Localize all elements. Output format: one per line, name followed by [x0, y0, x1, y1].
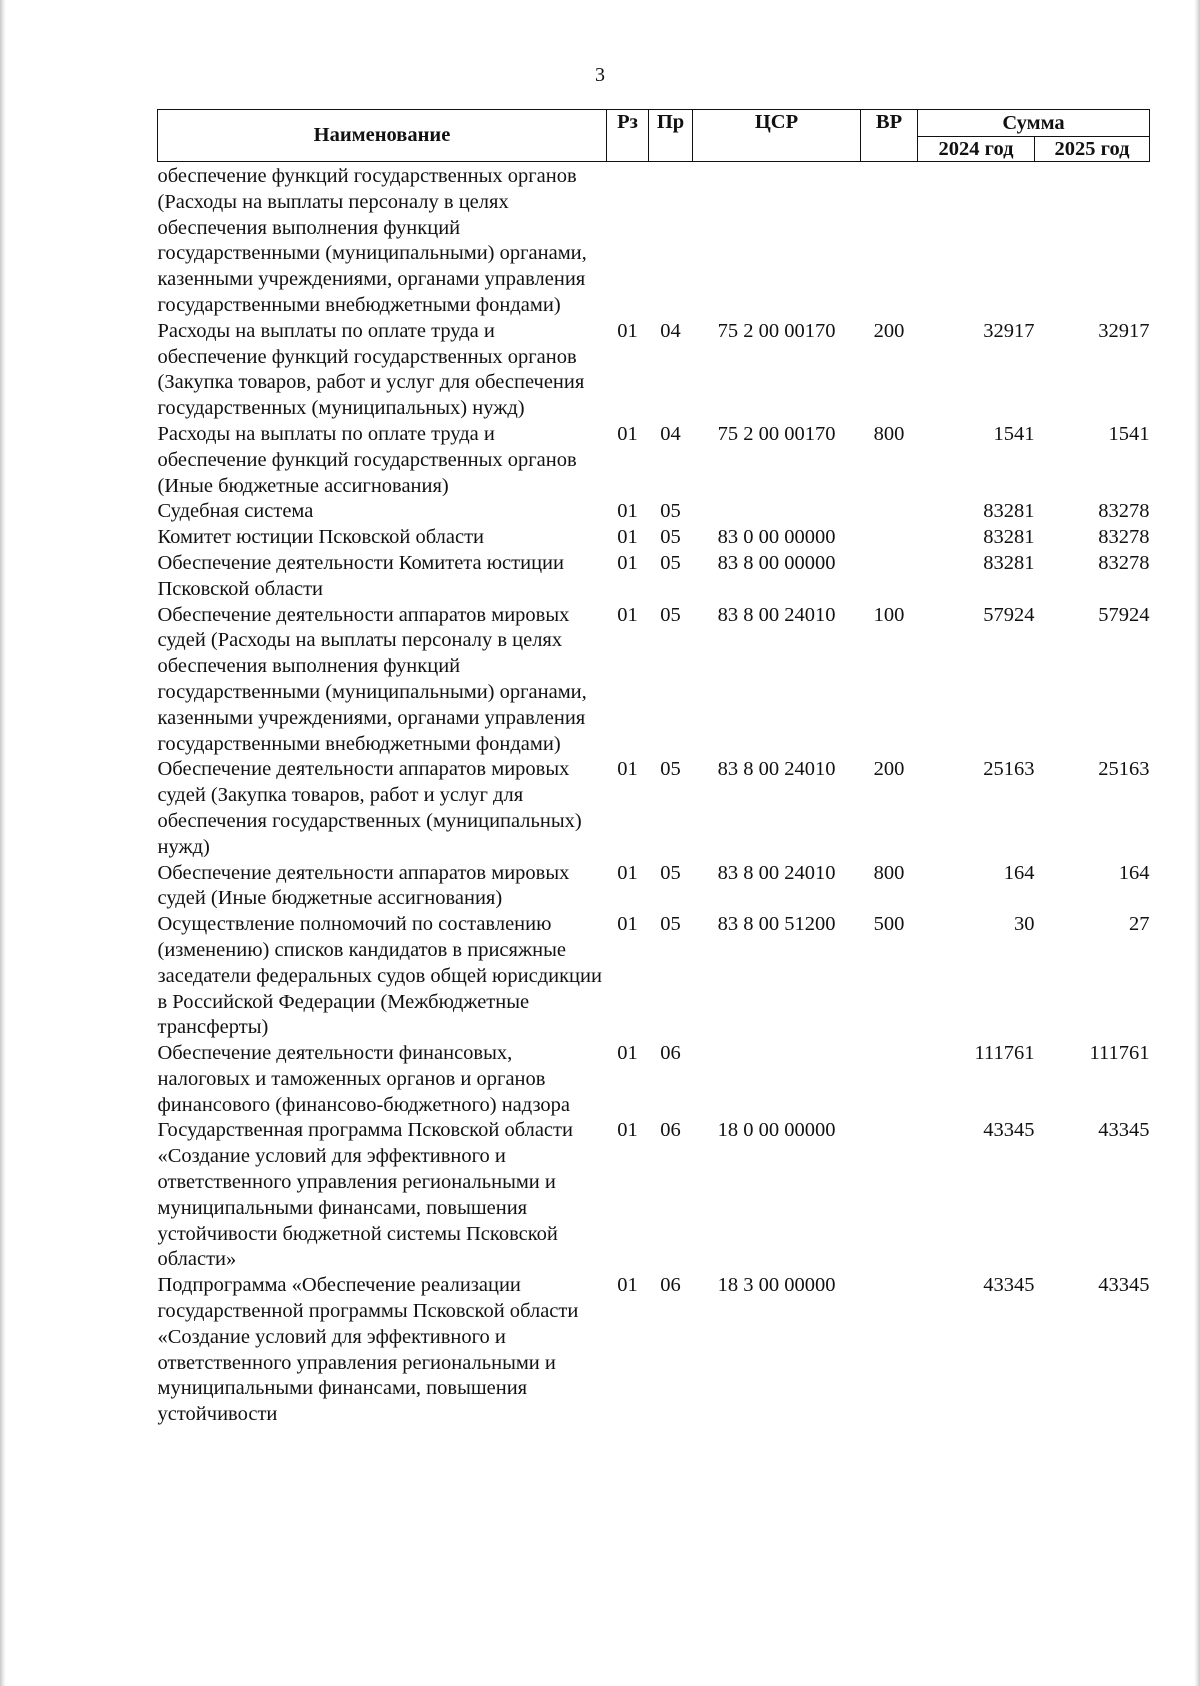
cell-vr: 800: [873, 422, 905, 445]
cell-rz: 01: [617, 603, 638, 626]
cell-sum-2025: 83278: [1098, 526, 1150, 549]
cell-pr: 04: [660, 319, 681, 342]
cell-sum-2024: 164: [1003, 861, 1035, 884]
cell-csr: [693, 162, 861, 319]
cell-name: Обеспечение деятельности аппаратов мировых судей (Расходы на выплаты персоналу в целях обеспечения выполнения функций государственными (муниципальными) органами, казенными учреждениями, органами управления государственными внебюджетными фондами): [157, 603, 587, 755]
cell-name: Расходы на выплаты по оплате труда и обеспечение функций государственных органов (Иные бюджетные ассигнования): [157, 422, 577, 497]
table-row: [158, 499, 1150, 525]
cell-csr: 83 8 00 24010: [717, 603, 836, 626]
cell-name: обеспечение функций государственных органов (Расходы на выплаты персоналу в целях обеспечения выполнения функций государственными (муниципальными) органами, казенными учреждениями, органами управления государственными внебюджетными фондами): [157, 165, 587, 316]
cell-vr: 200: [873, 319, 905, 342]
table-row: [158, 525, 1150, 551]
cell-name: Обеспечение деятельности аппаратов мировых судей (Закупка товаров, работ и услуг для обеспечения государственных (муниципальных) нужд): [157, 758, 582, 858]
header-rz: Рз: [607, 110, 649, 162]
header-pr: Пр: [649, 110, 693, 162]
header-year-2025: 2025 год: [1035, 137, 1150, 162]
cell-vr: [861, 551, 918, 603]
cell-sum-2025: 1541: [1108, 422, 1150, 445]
cell-pr: 05: [660, 526, 681, 549]
header-name: Наименование: [158, 110, 607, 162]
cell-name: Комитет юстиции Псковской области: [157, 526, 484, 549]
cell-sum-2024: 111761: [974, 1042, 1035, 1065]
scan-edge-right: [1194, 0, 1200, 1686]
cell-csr: 75 2 00 00170: [717, 319, 836, 342]
cell-vr: 200: [873, 758, 905, 781]
cell-vr: [861, 1041, 918, 1118]
cell-name: Обеспечение деятельности аппаратов мировых судей (Иные бюджетные ассигнования): [157, 861, 570, 910]
cell-pr: 06: [660, 1042, 681, 1065]
cell-rz: 01: [617, 526, 638, 549]
cell-name: Подпрограмма «Обеспечение реализации государственной программы Псковской области «Создание условий для эффективного и ответственного управления региональными и муниципальными финансами, повышения устойчивости: [157, 1274, 579, 1426]
cell-sum-2024: 43345: [983, 1274, 1035, 1297]
cell-rz: 01: [617, 758, 638, 781]
cell-csr: 18 0 00 00000: [717, 1119, 836, 1142]
cell-pr: 05: [660, 603, 681, 626]
cell-sum-2024: 1541: [993, 422, 1035, 445]
cell-vr: [861, 162, 918, 319]
table-row: [158, 1118, 1150, 1273]
cell-vr: [861, 499, 918, 525]
table-row: [158, 551, 1150, 603]
cell-rz: [607, 162, 649, 319]
cell-vr: 800: [873, 861, 905, 884]
cell-rz: 01: [617, 1119, 638, 1142]
cell-sum-2025: 43345: [1098, 1119, 1150, 1142]
cell-rz: 01: [617, 500, 638, 523]
cell-sum-2024: 83281: [983, 500, 1035, 523]
cell-vr: [861, 525, 918, 551]
table-row: [158, 1041, 1150, 1118]
header-year-2024: 2024 год: [918, 137, 1035, 162]
cell-csr: 83 8 00 00000: [717, 551, 836, 574]
cell-csr: 83 8 00 51200: [717, 913, 836, 936]
cell-vr: 500: [873, 913, 905, 936]
cell-csr: [693, 499, 861, 525]
table-row: [158, 319, 1150, 422]
cell-sum-2025: 32917: [1098, 319, 1150, 342]
budget-table: [157, 109, 1150, 1428]
cell-rz: 01: [617, 551, 638, 574]
cell-rz: 01: [617, 1042, 638, 1065]
cell-name: Обеспечение деятельности финансовых, налоговых и таможенных органов и органов финансового (финансово-бюджетного) надзора: [157, 1042, 571, 1116]
table-body: [158, 162, 1150, 1429]
cell-sum-2025: 43345: [1098, 1274, 1150, 1297]
cell-rz: 01: [617, 861, 638, 884]
table-row: [158, 1273, 1150, 1428]
cell-name: Судебная система: [157, 500, 314, 523]
cell-csr: 18 3 00 00000: [717, 1274, 836, 1297]
cell-pr: 06: [660, 1119, 681, 1142]
header-vr: ВР: [861, 110, 918, 162]
cell-csr: 75 2 00 00170: [717, 422, 836, 445]
cell-pr: 05: [660, 551, 681, 574]
cell-sum-2025: [1035, 162, 1150, 319]
cell-sum-2025: 27: [1129, 913, 1150, 936]
cell-sum-2024: 25163: [983, 758, 1035, 781]
cell-sum-2025: 83278: [1098, 551, 1150, 574]
cell-csr: 83 8 00 24010: [717, 861, 836, 884]
cell-name: Государственная программа Псковской области «Создание условий для эффективного и ответственного управления региональными и муниципальными финансами, повышения устойчивости бюджетной системы Псковской области»: [157, 1119, 573, 1271]
table-row: [158, 603, 1150, 758]
cell-pr: 05: [660, 500, 681, 523]
table-header: [158, 110, 1150, 162]
cell-sum-2024: 43345: [983, 1119, 1035, 1142]
cell-csr: 83 8 00 24010: [717, 758, 836, 781]
cell-sum-2024: 83281: [983, 526, 1035, 549]
header-csr: ЦСР: [693, 110, 861, 162]
cell-sum-2025: 57924: [1098, 603, 1150, 626]
cell-sum-2025: 111761: [1089, 1042, 1150, 1065]
cell-sum-2025: 164: [1118, 861, 1150, 884]
cell-name: Осуществление полномочий по составлению (изменению) списков кандидатов в присяжные заседатели федеральных судов общей юрисдикции в Российской Федерации (Межбюджетные трансферты): [157, 913, 602, 1039]
cell-vr: [861, 1118, 918, 1273]
cell-pr: 06: [660, 1274, 681, 1297]
table-row: [158, 912, 1150, 1041]
cell-vr: 100: [873, 603, 905, 626]
cell-pr: [649, 162, 693, 319]
cell-csr: [693, 1041, 861, 1118]
cell-sum-2025: 25163: [1098, 758, 1150, 781]
table-row: [158, 757, 1150, 860]
cell-rz: 01: [617, 1274, 638, 1297]
cell-sum-2024: 57924: [983, 603, 1035, 626]
header-sum: Сумма: [918, 110, 1150, 137]
cell-pr: 05: [660, 758, 681, 781]
table-row: [158, 162, 1150, 319]
table-row: [158, 861, 1150, 913]
table-row: [158, 422, 1150, 499]
cell-pr: 05: [660, 861, 681, 884]
cell-csr: 83 0 00 00000: [717, 526, 836, 549]
cell-sum-2024: 83281: [983, 551, 1035, 574]
cell-pr: 05: [660, 913, 681, 936]
cell-rz: 01: [617, 422, 638, 445]
cell-sum-2024: 32917: [983, 319, 1035, 342]
cell-rz: 01: [617, 319, 638, 342]
cell-pr: 04: [660, 422, 681, 445]
cell-sum-2024: 30: [1014, 913, 1035, 936]
cell-sum-2025: 83278: [1098, 500, 1150, 523]
cell-name: Расходы на выплаты по оплате труда и обеспечение функций государственных органов (Закупка товаров, работ и услуг для обеспечения государственных (муниципальных) нужд): [157, 319, 585, 420]
cell-vr: [861, 1273, 918, 1428]
scan-edge-left: [0, 0, 6, 1686]
cell-name: Обеспечение деятельности Комитета юстиции Псковской области: [157, 551, 564, 600]
cell-sum-2024: [918, 162, 1035, 319]
cell-rz: 01: [617, 913, 638, 936]
page-number: 3: [595, 64, 605, 86]
